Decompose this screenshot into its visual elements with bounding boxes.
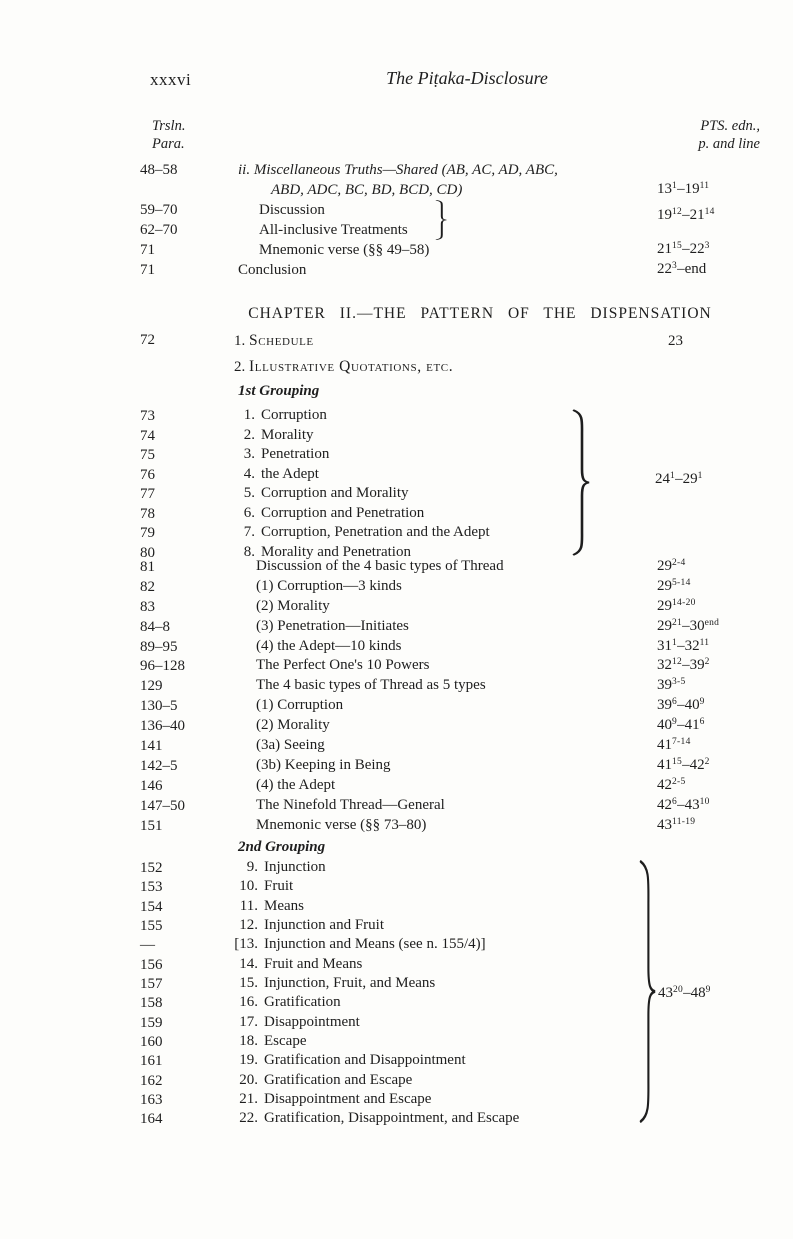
toc-entry bbox=[0, 1032, 793, 1051]
toc-entry bbox=[0, 736, 793, 756]
pts-ref: $13^1-19^{11}$ bbox=[657, 181, 710, 197]
para-number: — bbox=[140, 937, 155, 954]
toc-entry bbox=[0, 816, 793, 836]
pts-ref: 42$^{2-5}$ bbox=[657, 776, 686, 793]
column-header-right bbox=[640, 117, 760, 153]
entry-text: Disappointment and Escape bbox=[264, 1091, 432, 1108]
item-number: 9. bbox=[246, 859, 258, 875]
para-number: 76 bbox=[140, 466, 155, 483]
toc-entry bbox=[0, 877, 793, 896]
para-number: 151 bbox=[140, 817, 163, 834]
para-number: 130–5 bbox=[140, 698, 178, 715]
item-number: 3. bbox=[243, 446, 255, 462]
item-number: 2. bbox=[243, 426, 255, 443]
entry-text: Corruption bbox=[261, 407, 327, 423]
pts-ref: $39^6-40^9$ bbox=[657, 697, 705, 714]
para-number: 157 bbox=[140, 976, 163, 993]
toc-entry bbox=[0, 935, 793, 954]
entry-text: (4) the Adept bbox=[256, 776, 336, 793]
toc-entry bbox=[0, 1013, 793, 1032]
pts-ref: $31^1-32^{11}$ bbox=[657, 637, 710, 654]
para-number: 79 bbox=[140, 525, 155, 541]
entry-text: Fruit and Means bbox=[264, 955, 363, 972]
toc-entry bbox=[0, 897, 793, 916]
toc-entry bbox=[0, 696, 793, 716]
para-number: 80 bbox=[140, 544, 155, 561]
entry-text: Gratification bbox=[264, 994, 341, 1011]
toc-entry bbox=[0, 1090, 793, 1109]
entry-text: Discussion bbox=[259, 202, 325, 218]
toc-entry bbox=[0, 858, 793, 877]
pts-ref: $41^{15}-42^2$ bbox=[657, 756, 710, 773]
para-number: 161 bbox=[140, 1053, 163, 1070]
schedule-row bbox=[0, 330, 793, 352]
entry-text: Fruit bbox=[264, 878, 294, 895]
entry-text: Disappointment bbox=[264, 1013, 360, 1030]
toc-entry bbox=[0, 676, 793, 696]
entry-text: Conclusion bbox=[238, 262, 307, 278]
entry-text: Injunction bbox=[264, 859, 326, 875]
item-number: 17. bbox=[239, 1013, 258, 1030]
entry-text: The Perfect One's 10 Powers bbox=[256, 657, 430, 674]
pts-ref: 39$^{3-5}$ bbox=[657, 677, 686, 694]
pts-ref: $29^{21}-30^{end}$ bbox=[657, 617, 720, 634]
entry-text: Gratification and Disappointment bbox=[264, 1052, 466, 1069]
item-number: 16. bbox=[239, 994, 258, 1011]
para-number: 48–58 bbox=[140, 162, 178, 178]
entry-text: Injunction and Means (see n. 155/4)] bbox=[264, 936, 486, 953]
entry-text: the Adept bbox=[261, 465, 319, 482]
item-number: 11. bbox=[239, 897, 258, 914]
item-number: 14. bbox=[239, 955, 258, 972]
toc-entry bbox=[0, 776, 793, 796]
para-number: 160 bbox=[140, 1034, 163, 1051]
pts-ref: $40^9-41^6$ bbox=[657, 717, 705, 734]
para-number: 75 bbox=[140, 447, 155, 463]
entry-text: ABD, ADC, BC, BD, BCD, CD) bbox=[271, 182, 463, 198]
entry-text: Gratification, Disappointment, and Escape bbox=[264, 1110, 520, 1127]
para-number: 78 bbox=[140, 505, 155, 522]
para-number: 62–70 bbox=[140, 222, 178, 238]
entry-text: (2) Morality bbox=[256, 717, 330, 734]
item-number: 15. bbox=[239, 975, 258, 992]
entry-text: (4) the Adept—10 kinds bbox=[256, 637, 402, 654]
para-number: 84–8 bbox=[140, 618, 170, 635]
toc-entry bbox=[0, 445, 793, 465]
column-header-left bbox=[152, 117, 185, 153]
pts-ref: $19^{12}-21^{14}$ bbox=[657, 207, 715, 223]
grouping2-brace bbox=[637, 859, 656, 1124]
entry-text: (3b) Keeping in Being bbox=[256, 756, 391, 773]
pts-ref: $21^{15}-22^3$ bbox=[657, 241, 710, 257]
entry-text: (3) Penetration—Initiates bbox=[256, 617, 409, 634]
toc-entry bbox=[0, 1071, 793, 1090]
entry-text: Mnemonic verse (§§ 49–58) bbox=[259, 242, 430, 258]
pts-ref: 43$^{11-19}$ bbox=[657, 816, 696, 833]
entry-text: The Ninefold Thread—General bbox=[256, 796, 445, 813]
entry-text: Discussion of the 4 basic types of Thread bbox=[256, 558, 504, 574]
toc-entry bbox=[0, 426, 793, 446]
item-number: 2. bbox=[234, 359, 246, 375]
toc-entry bbox=[0, 617, 793, 637]
para-number: 77 bbox=[140, 486, 155, 502]
column-header-para: Para. bbox=[152, 136, 185, 152]
pts-ref: 23 bbox=[668, 333, 683, 349]
toc-entry bbox=[0, 637, 793, 657]
chapter-heading: CHAPTER II.—THE PATTERN OF THE DISPENSATION bbox=[248, 305, 712, 322]
para-number: 162 bbox=[140, 1072, 163, 1089]
item-number: 4. bbox=[243, 465, 255, 482]
para-number: 156 bbox=[140, 956, 163, 973]
para-number: 159 bbox=[140, 1014, 163, 1031]
para-number: 152 bbox=[140, 860, 163, 876]
toc-entry bbox=[0, 955, 793, 974]
column-header-trsln: Trsln. bbox=[152, 118, 186, 134]
para-number: 154 bbox=[140, 898, 163, 915]
para-number: 81 bbox=[140, 559, 155, 575]
para-number: 141 bbox=[140, 738, 163, 755]
entry-text: Means bbox=[264, 897, 304, 914]
entry-label: Schedule bbox=[249, 332, 314, 349]
entry-text: Corruption and Penetration bbox=[261, 504, 425, 521]
pts-ref: $24^1-29^1$ bbox=[655, 471, 703, 487]
pts-ref: 29$^{2-4}$ bbox=[657, 558, 686, 574]
pts-ref: $32^{12}-39^2$ bbox=[657, 657, 710, 674]
grouping2-heading: 2nd Grouping bbox=[238, 839, 326, 855]
item-number: 12. bbox=[239, 917, 258, 934]
para-number: 83 bbox=[140, 598, 155, 615]
toc-entry bbox=[0, 796, 793, 816]
pts-ref: $42^6-43^{10}$ bbox=[657, 796, 710, 813]
pts-ref: $43^{20}-48^9$ bbox=[658, 985, 711, 1001]
toc-entry bbox=[0, 523, 793, 543]
pts-ref: $22^3$–end bbox=[657, 261, 707, 277]
column-header-pline: p. and line bbox=[698, 136, 760, 152]
entry-text: Corruption, Penetration and the Adept bbox=[261, 524, 490, 540]
para-number: 163 bbox=[140, 1092, 163, 1109]
entry-text: Morality bbox=[261, 426, 314, 443]
entry-text: (1) Corruption bbox=[256, 697, 344, 714]
para-number: 96–128 bbox=[140, 658, 185, 675]
para-number: 59–70 bbox=[140, 202, 178, 218]
entry-text: ii. Miscellaneous Truths—Shared (AB, AC, AD, ABC, bbox=[238, 162, 558, 178]
toc-entry bbox=[0, 916, 793, 935]
pts-ref: 29$^{14-20}$ bbox=[657, 597, 696, 614]
toc-entry bbox=[0, 1051, 793, 1070]
entry-text: (3a) Seeing bbox=[256, 737, 325, 754]
item-number: 19. bbox=[239, 1052, 258, 1069]
item-number: 22. bbox=[239, 1110, 258, 1127]
toc-entry bbox=[0, 597, 793, 617]
entry-text: (1) Corruption—3 kinds bbox=[256, 577, 402, 594]
para-number: 89–95 bbox=[140, 638, 178, 655]
item-number: [13. bbox=[234, 936, 258, 953]
toc-entry bbox=[0, 577, 793, 597]
detail-rows bbox=[0, 557, 793, 835]
page-folio: xxxvi bbox=[150, 70, 192, 89]
entry-text: Penetration bbox=[261, 446, 330, 462]
item-number: 8. bbox=[243, 543, 255, 560]
pts-ref: 29$^{5-14}$ bbox=[657, 577, 691, 594]
item-number: 1. bbox=[243, 407, 255, 423]
para-number: 146 bbox=[140, 777, 163, 794]
item-number: 7. bbox=[243, 524, 255, 540]
para-number: 129 bbox=[140, 678, 163, 695]
para-number: 147–50 bbox=[140, 797, 185, 814]
entry-label: Illustrative Quotations, etc. bbox=[249, 358, 454, 375]
entry-text: Morality and Penetration bbox=[261, 543, 411, 560]
illustrative-row bbox=[0, 356, 793, 378]
para-number: 82 bbox=[140, 578, 155, 595]
para-number: 72 bbox=[140, 332, 155, 348]
toc-entry bbox=[0, 504, 793, 524]
entry-text: Corruption and Morality bbox=[261, 485, 409, 501]
pts-ref: 41$^{7-14}$ bbox=[657, 737, 691, 754]
para-number: 164 bbox=[140, 1111, 163, 1128]
toc-entry bbox=[0, 1109, 793, 1128]
toc-entry bbox=[0, 716, 793, 736]
item-number: 6. bbox=[243, 504, 255, 521]
item-number: 5. bbox=[243, 485, 255, 501]
toc-entry bbox=[0, 756, 793, 776]
para-number: 71 bbox=[140, 242, 155, 258]
para-number: 153 bbox=[140, 879, 163, 896]
item-number: 1. bbox=[234, 333, 246, 349]
para-number: 71 bbox=[140, 262, 155, 278]
para-number: 136–40 bbox=[140, 718, 185, 735]
para-number: 73 bbox=[140, 408, 155, 424]
entry-text: Injunction, Fruit, and Means bbox=[264, 975, 436, 992]
entry-text: Gratification and Escape bbox=[264, 1071, 413, 1088]
para-number: 158 bbox=[140, 995, 163, 1012]
entry-text: The 4 basic types of Thread as 5 types bbox=[256, 677, 486, 694]
item-number: 21. bbox=[239, 1091, 258, 1108]
entry-text: (2) Morality bbox=[256, 597, 330, 614]
para-number: 142–5 bbox=[140, 757, 178, 774]
item-number: 10. bbox=[239, 878, 258, 895]
para-number: 74 bbox=[140, 427, 155, 444]
item-number: 20. bbox=[239, 1071, 258, 1088]
grouping-brace-small bbox=[434, 200, 447, 240]
entry-text: Escape bbox=[264, 1033, 307, 1050]
toc-entry bbox=[0, 557, 793, 577]
grouping1-heading: 1st Grouping bbox=[238, 383, 320, 399]
running-title: The Piṭaka-Disclosure bbox=[386, 68, 548, 88]
entry-text: All-inclusive Treatments bbox=[259, 222, 408, 238]
entry-text: Mnemonic verse (§§ 73–80) bbox=[256, 816, 427, 833]
toc-entry bbox=[0, 656, 793, 676]
grouping1-brace bbox=[570, 409, 590, 556]
entry-text: Injunction and Fruit bbox=[264, 917, 384, 934]
para-number: 155 bbox=[140, 918, 163, 935]
item-number: 18. bbox=[239, 1033, 258, 1050]
column-header-pts: PTS. edn., bbox=[700, 118, 760, 134]
toc-entry bbox=[0, 406, 793, 426]
